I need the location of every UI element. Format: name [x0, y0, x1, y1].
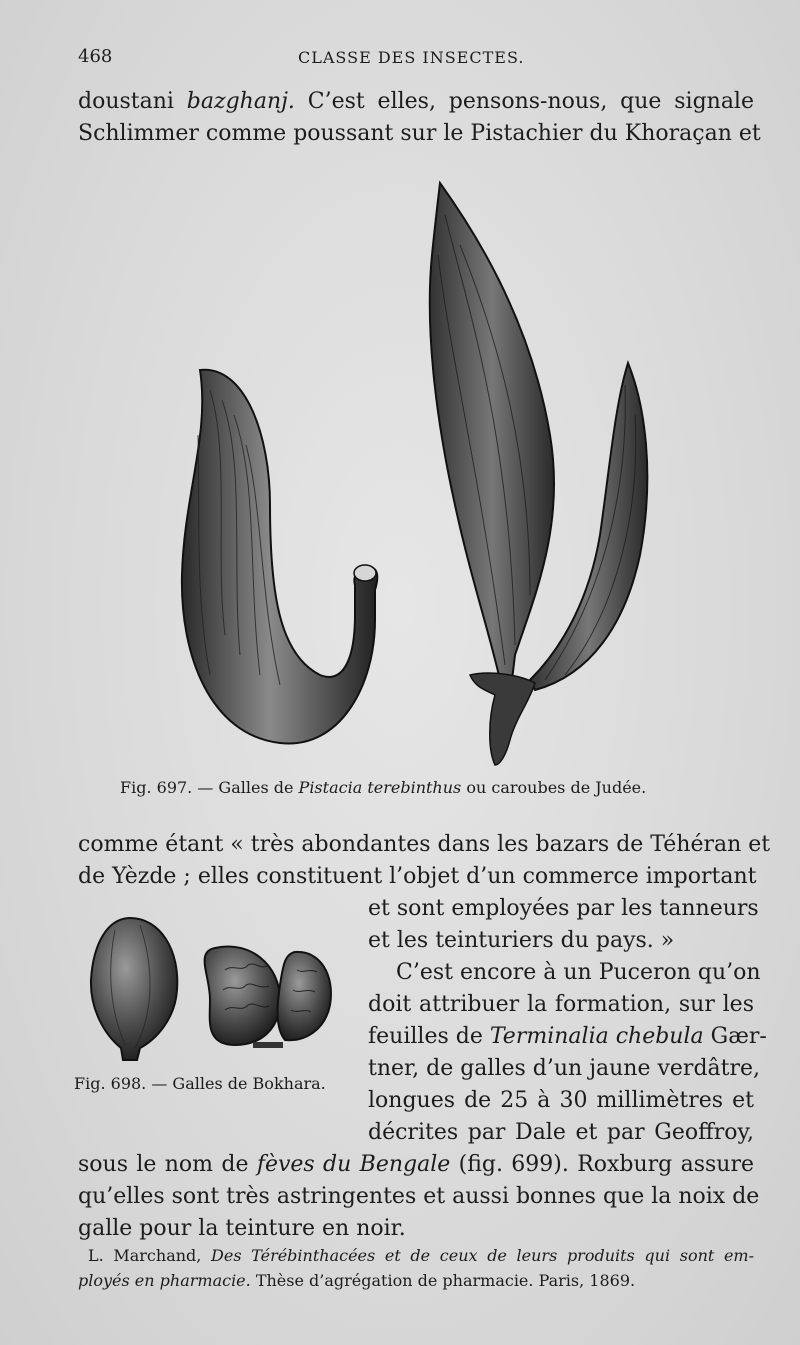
running-head: CLASSE DES INSECTES. [298, 48, 525, 67]
text-line: doit attribuer la formation, sur les [368, 992, 754, 1017]
text-line: qu’elles sont très astringentes et aussi bonnes que la noix de [78, 1184, 760, 1209]
figure-698-caption: Fig. 698. — Galles de Bokhara. [74, 1074, 326, 1093]
page-number: 468 [78, 46, 113, 67]
text-line: doustani bazghanj. C’est elles, pensons-nous, que signale [78, 89, 754, 114]
round-gall-left [205, 947, 280, 1045]
tall-gall [430, 183, 554, 680]
page-header [78, 46, 758, 76]
paragraph-teheran-cont [368, 893, 759, 957]
footnote-line: ployés en pharmacie. Thèse d’agrégation de pharmacie. Paris, 1869. [78, 1271, 636, 1290]
round-gall-right [278, 952, 331, 1040]
text-line: sous le nom de fèves du Bengale (fig. 699). Roxburg assure [78, 1152, 755, 1177]
paragraph-teheran [78, 829, 771, 893]
paragraph-terminalia-cont [78, 1149, 760, 1245]
text-line: longues de 25 à 30 millimètres et [368, 1088, 754, 1113]
text-line: Schlimmer comme poussant sur le Pistachier du Khoraçan et [78, 121, 761, 146]
text-line: tner, de galles d’un jaune verdâtre, [368, 1056, 761, 1081]
text-line: décrites par Dale et par Geoffroy, [368, 1120, 754, 1145]
text-line: et les teinturiers du pays. » [368, 928, 675, 953]
text-line: galle pour la teinture en noir. [78, 1216, 406, 1241]
gall-stem [470, 673, 535, 765]
text-line: comme étant « très abondantes dans les bazars de Téhéran et [78, 832, 771, 857]
text-line: et sont employées par les tanneurs [368, 896, 759, 921]
paragraph-intro [78, 86, 761, 150]
text-line: de Yèzde ; elles constituent l’objet d’un commerce important [78, 864, 757, 889]
paragraph-terminalia [368, 957, 767, 1149]
footnote-line: L. Marchand, Des Térébinthacées et de ceux de leurs produits qui sont em- [88, 1246, 755, 1265]
text-line: feuilles de Terminalia chebula Gær- [368, 1024, 767, 1049]
figure-697-caption: Fig. 697. — Galles de Pistacia terebinthus ou caroubes de Judée. [120, 778, 647, 797]
figure-698-illustration [85, 910, 345, 1070]
figure-697-illustration [170, 175, 670, 775]
footnote [78, 1243, 754, 1293]
text-line: C’est encore à un Puceron qu’on [396, 960, 761, 985]
teardrop-gall [91, 918, 177, 1060]
curved-gall [182, 370, 377, 744]
